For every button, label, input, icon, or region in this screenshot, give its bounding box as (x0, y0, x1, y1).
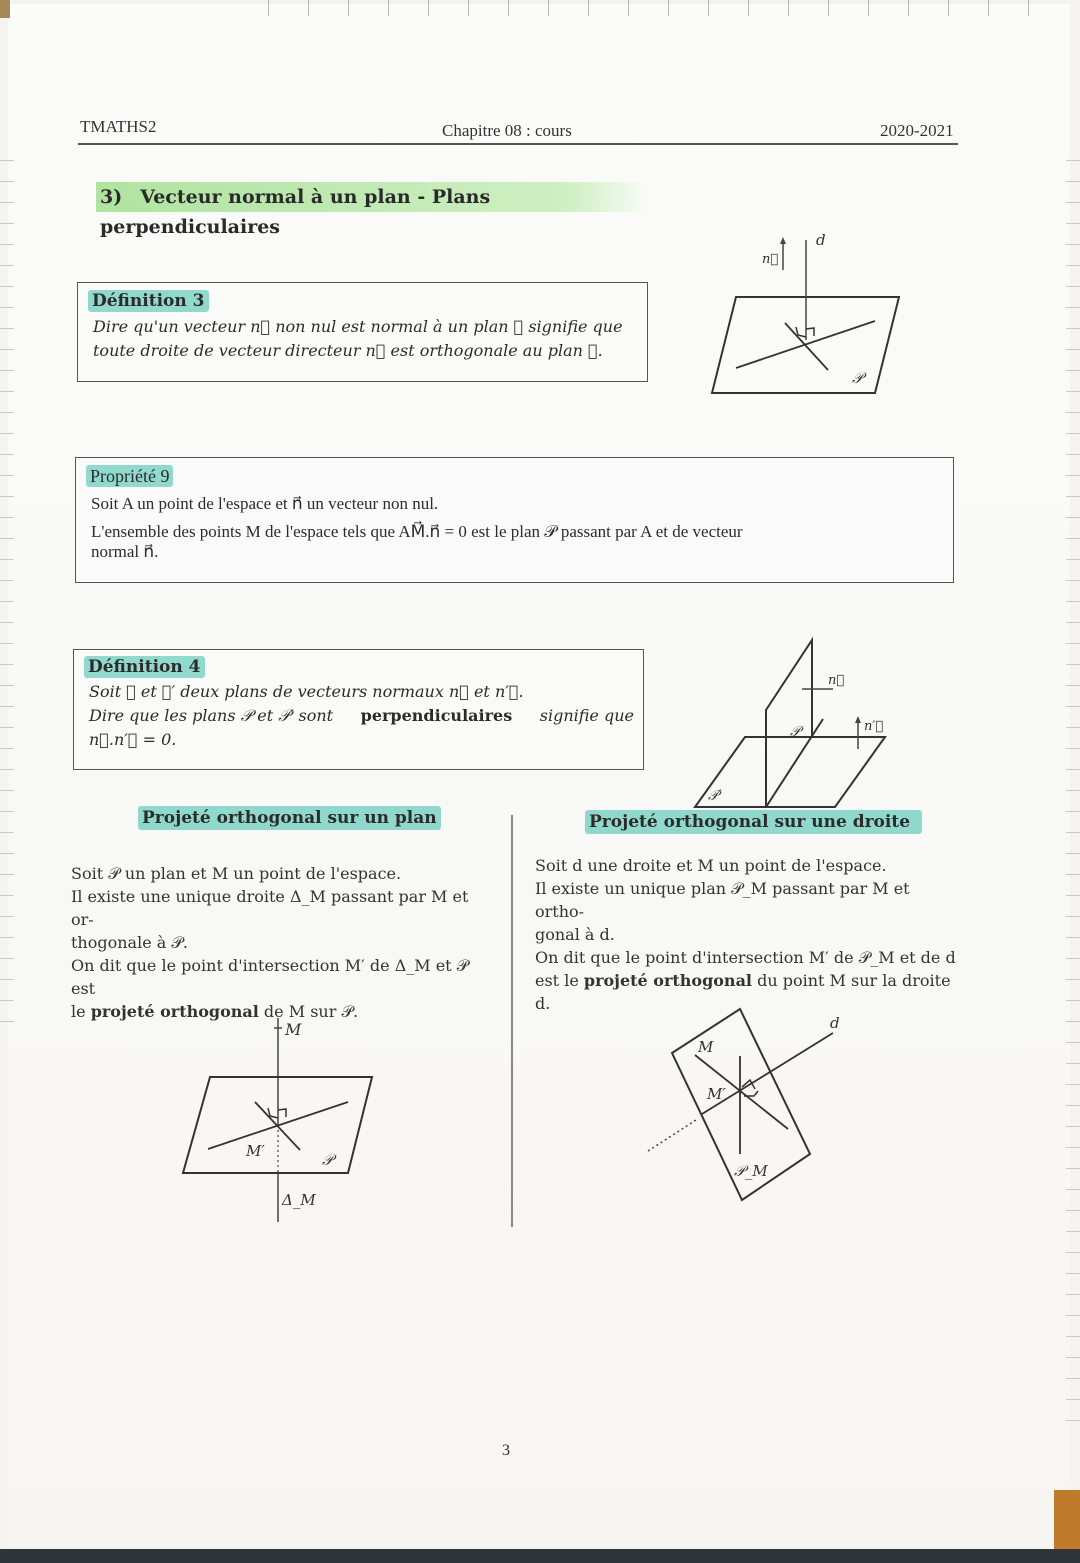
projection-on-line-figure (630, 1000, 860, 1210)
perpendicular-planes-figure (690, 632, 900, 812)
projection-droite-title: Projeté orthogonal sur une droite (585, 810, 922, 834)
propriete-9-line-3: normal n⃗. (91, 542, 159, 561)
binder-ring-marks (230, 0, 1050, 16)
definition-4-box (73, 649, 644, 770)
projection-plan-title: Projeté orthogonal sur un plan (138, 806, 441, 830)
projection-plan-line-2: Il existe une unique droite Δ_M passant par M et or- (71, 887, 469, 929)
label-plane: 𝒫 (322, 1151, 333, 1169)
label-n: n⃗ (762, 252, 779, 267)
section-heading (96, 182, 650, 238)
projection-droite-line-5-pre: est le (535, 971, 579, 990)
definition-3-title: Définition 3 (88, 290, 209, 312)
label-n-prime: n′⃗ (864, 719, 884, 734)
projection-droite-bold-term: projeté orthogonal (583, 971, 753, 990)
label-m: M (698, 1038, 714, 1056)
definition-4-bold-term: perpendiculaires (360, 706, 513, 725)
margin-ticks-left (0, 140, 14, 1040)
projection-plan-line-3: thogonale à 𝒫. (71, 933, 189, 952)
projection-on-plane-figure (170, 1010, 390, 1230)
label-plane-m: 𝒫_M (734, 1162, 768, 1180)
propriete-9-title: Propriété 9 (86, 465, 173, 487)
label-n: n⃗ (828, 673, 845, 688)
propriete-9-body (91, 491, 941, 564)
propriete-9-line-2: L'ensemble des points M de l'espace tels que AM⃗.n⃗ = 0 est le plan 𝒫 passant par A et de vecteur (91, 522, 743, 541)
label-d: d (816, 231, 826, 249)
projection-droite-line-5-post: du point M sur la droite d. (535, 971, 951, 1013)
label-delta-m: Δ_M (282, 1191, 316, 1209)
projection-plan-line-4: On dit que le point d'intersection M′ de Δ_M et 𝒫 est (71, 956, 469, 998)
header-course: TMATHS2 (80, 117, 157, 136)
definition-3-box (77, 282, 648, 382)
header-chapter: Chapitre 08 : cours (442, 121, 572, 140)
normal-vector-figure (700, 225, 910, 400)
projection-droite-line-1: Soit d une droite et M un point de l'espace. (535, 856, 887, 875)
definition-4-line-2-pre: Dire que les plans 𝒫 et 𝒫′ sont (89, 706, 334, 725)
page-number: 3 (502, 1442, 510, 1459)
binder-corner (0, 0, 10, 18)
projection-droite-line-3: gonal à d. (535, 925, 615, 944)
projection-plan-line-5-pre: le (71, 1002, 86, 1021)
section-title: Vecteur normal à un plan - Plans perpendiculaires (100, 186, 491, 238)
projection-plan-body (71, 862, 496, 1023)
header-rule (78, 143, 958, 145)
label-m: M (285, 1020, 302, 1039)
definition-4-line-2 (89, 704, 634, 728)
projection-plan-line-1: Soit 𝒫 un plan et M un point de l'espace. (71, 864, 402, 883)
definition-4-body (89, 680, 634, 752)
definition-4-line-3: n⃗.n′⃗ = 0. (89, 730, 177, 749)
label-plane-p: 𝒫 (790, 724, 801, 740)
definition-3-line-2: toute droite de vecteur directeur n⃗ est orthogonale au plan 𝒫. (93, 341, 603, 360)
definition-4-title: Définition 4 (84, 656, 205, 678)
margin-ticks-right (1066, 140, 1080, 1440)
header-year: 2020-2021 (880, 121, 954, 140)
background-desk (0, 1549, 1080, 1563)
projection-plan-line-5-post: de M sur 𝒫. (263, 1002, 359, 1021)
section-number: 3) (100, 186, 123, 208)
definition-3-line-1: Dire qu'un vecteur n⃗ non nul est normal à un plan 𝒫 signifie que (93, 317, 623, 336)
projection-droite-line-2: Il existe un unique plan 𝒫_M passant par M et ortho- (535, 879, 910, 921)
definition-4-line-1: Soit 𝒫 et 𝒫′ deux plans de vecteurs normaux n⃗ et n′⃗. (89, 682, 524, 701)
label-plane-p-prime: 𝒫′ (708, 788, 722, 804)
projection-droite-line-4: On dit que le point d'intersection M′ de 𝒫_M et de d (535, 948, 956, 967)
propriete-9-line-1: Soit A un point de l'espace et n⃗ un vecteur non nul. (91, 494, 439, 513)
projection-droite-body (535, 854, 960, 1015)
label-m-prime: M′ (246, 1142, 265, 1160)
definition-3-body (93, 315, 638, 363)
propriete-9-box (75, 457, 954, 583)
definition-4-line-2-post: signifie que (539, 706, 634, 725)
projection-plan-bold-term: projeté orthogonal (90, 1002, 259, 1021)
label-m-prime: M′ (707, 1085, 726, 1103)
column-divider (511, 815, 513, 1227)
label-d: d (830, 1014, 840, 1032)
label-plane: 𝒫 (852, 369, 863, 387)
